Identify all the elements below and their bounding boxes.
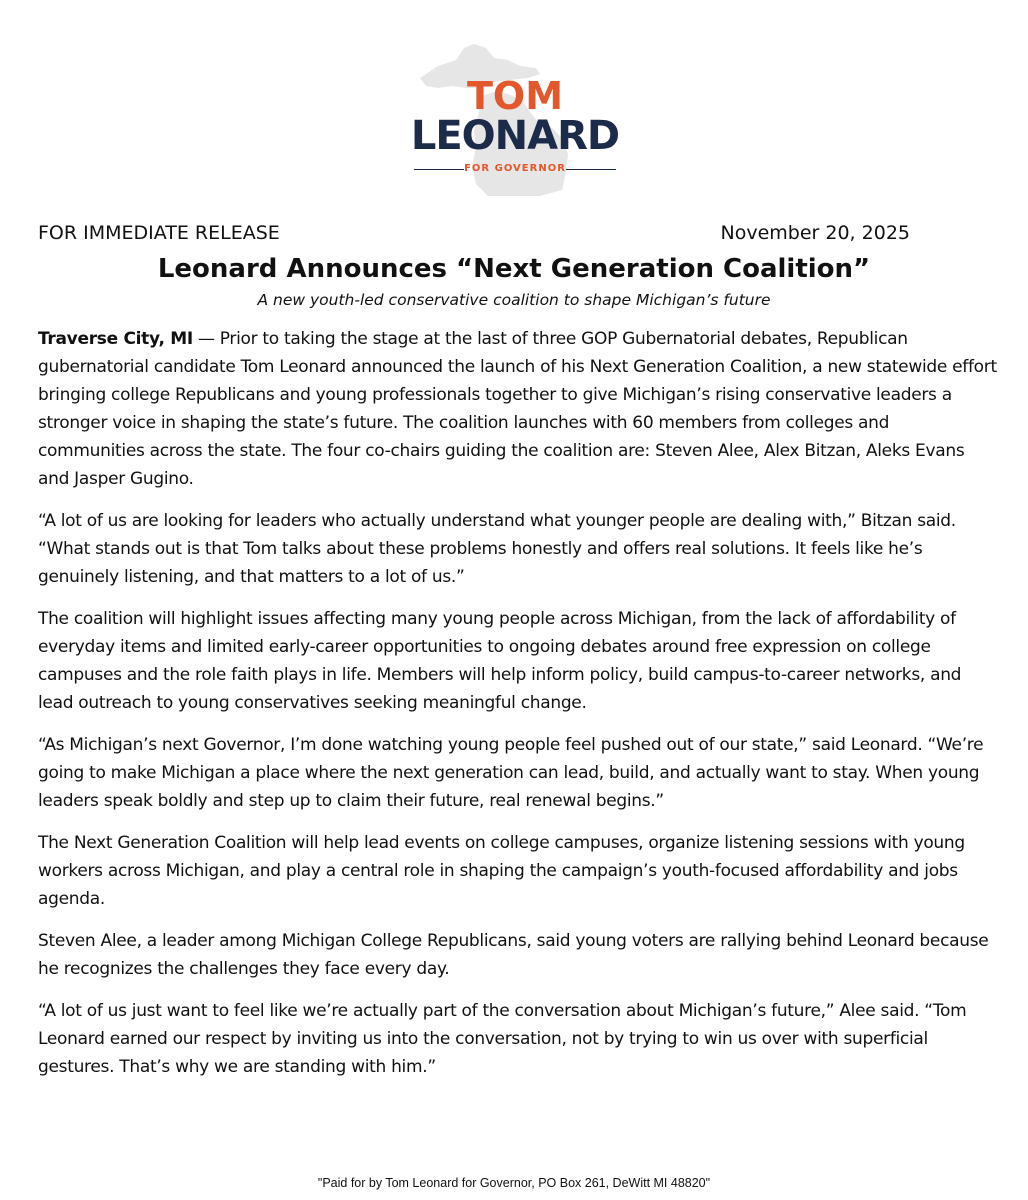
campaign-logo bbox=[390, 38, 640, 198]
release-label: FOR IMMEDIATE RELEASE bbox=[38, 222, 280, 244]
paragraph-3: The coalition will highlight issues affecting many young people across Michigan, from the lack of affordability of everyday items and limited early-career opportunities to ongoing debates around free expression on college campuses and the role faith plays in life. Members will help inform policy, build campus-to-career networks, and lead outreach to young conservatives seeking meaningful change. bbox=[38, 609, 962, 713]
paragraph-7: “A lot of us just want to feel like we’re actually part of the conversation about Michigan’s future,” Alee said. “Tom Leonard earned our respect by inviting us into the conversation, not by trying to win us over with superficial gestures. That’s why we are standing with him.” bbox=[38, 1001, 967, 1077]
logo-rule-right bbox=[566, 169, 616, 170]
paragraph-4: “As Michigan’s next Governor, I’m done watching young people feel pushed out of our state,” said Leonard. “We’re going to make Michigan a place where the next generation can lead, build, and actually want to stay. When young leaders speak boldly and step up to claim their future, real renewal begins.” bbox=[38, 735, 984, 811]
dateline: Traverse City, MI bbox=[38, 329, 193, 349]
paragraph-5: The Next Generation Coalition will help lead events on college campuses, organize listening sessions with young workers across Michigan, and play a central role in shaping the campaign’s youth-focused affordability and jobs agenda. bbox=[38, 833, 965, 909]
paragraph-6: Steven Alee, a leader among Michigan College Republicans, said young voters are rallying behind Leonard because he recognizes the challenges they face every day. bbox=[38, 931, 989, 979]
release-date: November 20, 2025 bbox=[720, 222, 910, 244]
headline: Leonard Announces “Next Generation Coalition” bbox=[157, 254, 871, 284]
logo-first-name: TOM bbox=[466, 74, 564, 118]
logo-subtitle: FOR GOVERNOR bbox=[464, 163, 566, 174]
press-release-body bbox=[38, 325, 998, 1095]
paid-for-disclaimer: "Paid for by Tom Leonard for Governor, PO Box 261, DeWitt MI 48820" bbox=[317, 1176, 711, 1190]
subheadline: A new youth-led conservative coalition to shape Michigan’s future bbox=[257, 291, 771, 309]
paragraph-1 bbox=[38, 325, 998, 493]
paragraph-2: “A lot of us are looking for leaders who actually understand what younger people are dealing with,” Bitzan said. “What stands out is that Tom talks about these problems honestly and offers real solutions. It feels like he’s genuinely listening, and that matters to a lot of us.” bbox=[38, 511, 956, 587]
logo-last-name: LEONARD bbox=[410, 113, 620, 159]
paragraph-1-text: — Prior to taking the stage at the last of three GOP Gubernatorial debates, Republican gubernatorial candidate Tom Leonard announced the launch of his Next Generation Coalition, a new statewide effort bringing college Republicans and young professionals together to give Michigan’s rising conservative leaders a stronger voice in shaping the state’s future. The coalition launches with 60 members from colleges and communities across the state. The four co-chairs guiding the coalition are: Steven Alee, Alex Bitzan, Aleks Evans and Jasper Gugino. bbox=[38, 329, 997, 489]
